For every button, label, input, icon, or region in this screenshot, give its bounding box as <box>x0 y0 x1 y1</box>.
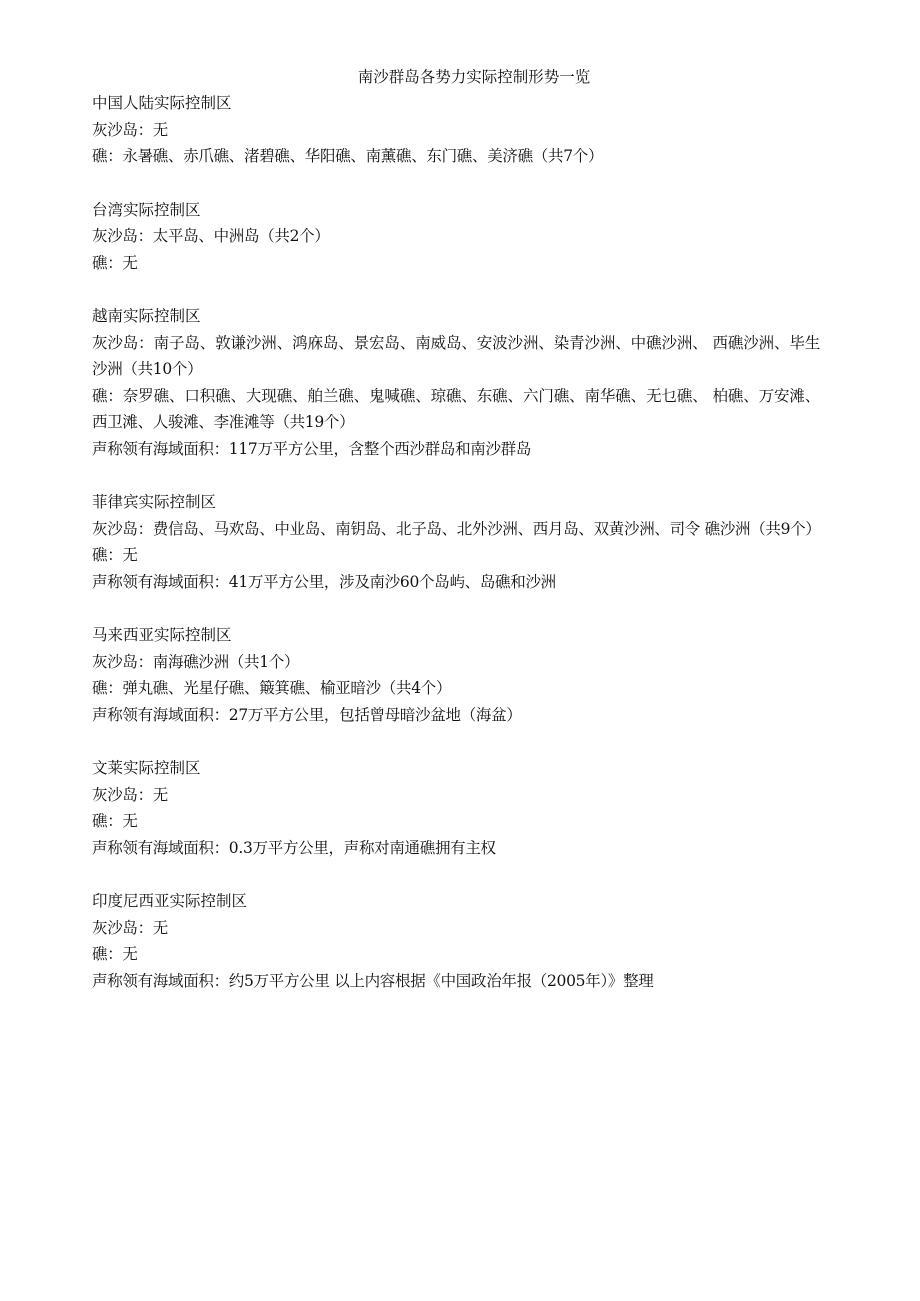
document-page <box>92 64 820 1021</box>
reef-line: 礁：无 <box>92 945 138 963</box>
section-taiwan <box>92 197 820 277</box>
sand-cay-line: 灰沙岛：费信岛、马欢岛、中业岛、南钥岛、北子岛、北外沙洲、西月岛、双黄沙洲、司令 礁沙洲（共9个） <box>92 519 821 538</box>
sand-cay-line: 灰沙岛：南海礁沙洲（共1个） <box>92 652 300 671</box>
claimed-area-line: 声称领有海域面积：27万平方公里，包括曾母暗沙盆地（海盆） <box>92 705 522 724</box>
sand-cay-line: 灰沙岛：无 <box>92 785 169 804</box>
section-heading: 文莱实际控制区 <box>92 759 201 777</box>
claimed-area-line: 声称领有海域面积：117万平方公里，含整个西沙群岛和南沙群岛 <box>92 439 532 458</box>
section-philippines <box>92 489 820 595</box>
reef-line: 礁：弹丸礁、光星仔礁、簸箕礁、榆亚暗沙（共4个） <box>92 679 452 697</box>
section-heading: 越南实际控制区 <box>92 307 201 325</box>
section-mainland-china <box>92 90 820 170</box>
section-indonesia <box>92 888 820 994</box>
section-vietnam <box>92 303 820 462</box>
claimed-area-line: 声称领有海域面积：41万平方公里，涉及南沙60个岛屿、岛礁和沙洲 <box>92 572 556 591</box>
sand-cay-line: 灰沙岛：太平岛、中洲岛（共2个） <box>92 227 330 245</box>
reef-line: 礁：奈罗礁、口积礁、大现礁、舶兰礁、鬼喊礁、琼礁、东礁、六门礁、南华礁、无乜礁、 柏礁、万安滩、西卫滩、人骏滩、李准滩等（共19个） <box>92 386 820 431</box>
section-heading: 马来西亚实际控制区 <box>92 626 232 644</box>
document-title: 南沙群岛各势力实际控制形势一览 <box>357 68 591 86</box>
claimed-area-line: 声称领有海域面积：0.3万平方公里，声称对南通礁拥有主权 <box>92 838 496 857</box>
section-malaysia <box>92 622 820 728</box>
section-heading: 菲律宾实际控制区 <box>92 493 217 511</box>
reef-line: 礁：无 <box>92 546 138 564</box>
sand-cay-line: 灰沙岛：无 <box>92 120 169 139</box>
claimed-area-line: 声称领有海域面积：约5万平方公里 以上内容根据《中国政治年报（2005年）》整理 <box>92 971 654 990</box>
reef-line: 礁：无 <box>92 253 138 272</box>
reef-line: 礁：无 <box>92 812 138 830</box>
reef-line: 礁：永暑礁、赤爪礁、渚碧礁、华阳礁、南薰礁、东门礁、美济礁（共7个） <box>92 147 604 165</box>
section-heading: 台湾实际控制区 <box>92 200 201 219</box>
section-brunei <box>92 755 820 861</box>
section-heading: 印度尼西亚实际控制区 <box>92 892 248 910</box>
sand-cay-line: 灰沙岛：南子岛、敦谦沙洲、鸿庥岛、景宏岛、南威岛、安波沙洲、染青沙洲、中礁沙洲、 西礁沙洲、毕生沙洲（共10个） <box>92 333 820 378</box>
sand-cay-line: 灰沙岛：无 <box>92 918 169 937</box>
section-heading: 中国人陆实际控制区 <box>92 94 232 112</box>
